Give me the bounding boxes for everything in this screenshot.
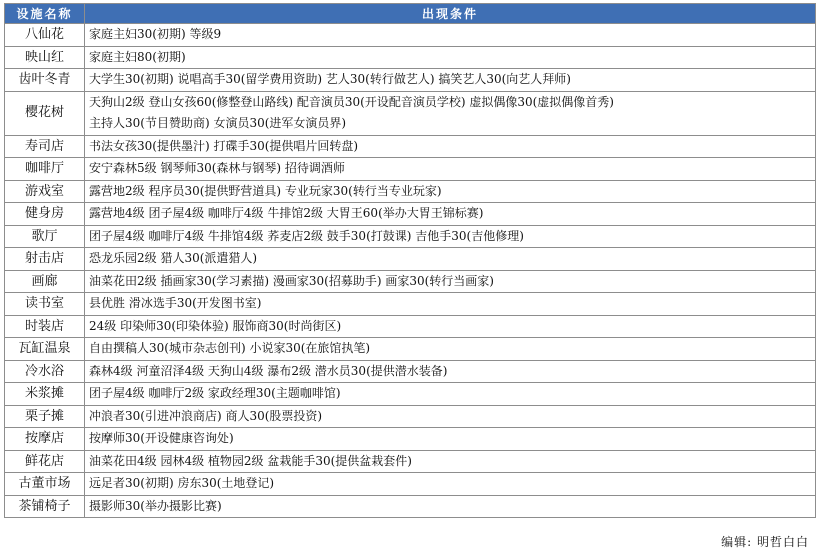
table-row xyxy=(5,405,816,428)
table-row xyxy=(5,91,816,135)
unlock-condition xyxy=(85,46,816,69)
unlock-condition xyxy=(85,135,816,158)
condition-line: 大学生30(初期) 说唱高手30(留学费用资助) 艺人30(转行做艺人) 搞笑艺人30(向艺人拜师) xyxy=(89,72,571,86)
unlock-condition xyxy=(85,69,816,92)
unlock-condition xyxy=(85,248,816,271)
table-row xyxy=(5,360,816,383)
unlock-condition xyxy=(85,91,816,135)
unlock-condition xyxy=(85,450,816,473)
table-row xyxy=(5,158,816,181)
facility-name: 米浆摊 xyxy=(5,383,85,406)
facility-name: 按摩店 xyxy=(5,428,85,451)
facility-name: 樱花树 xyxy=(5,91,85,135)
condition-line: 露营地2级 程序员30(提供野营道具) 专业玩家30(转行当专业玩家) xyxy=(89,183,442,198)
table-row xyxy=(5,180,816,203)
condition-line: 露营地4级 团子屋4级 咖啡厅4级 牛排馆2级 大胃王60(举办大胃王锦标赛) xyxy=(89,206,484,220)
table-row xyxy=(5,69,816,92)
unlock-condition xyxy=(85,180,816,203)
unlock-condition xyxy=(85,315,816,338)
facility-name: 读书室 xyxy=(5,293,85,316)
unlock-condition xyxy=(85,270,816,293)
facility-name: 八仙花 xyxy=(5,24,85,47)
condition-line: 主持人30(节目赞助商) 女演员30(进军女演员界) xyxy=(89,116,347,130)
condition-line: 家庭主妇80(初期) xyxy=(89,49,186,64)
table-row xyxy=(5,293,816,316)
condition-line: 恐龙乐园2级 猎人30(派遣猎人) xyxy=(89,251,258,265)
condition-line: 远足者30(初期) 房东30(土地登记) xyxy=(89,476,275,490)
table-row xyxy=(5,473,816,496)
facility-table xyxy=(4,3,816,518)
table-row xyxy=(5,338,816,361)
unlock-condition xyxy=(85,405,816,428)
condition-line: 团子屋4级 咖啡厅4级 牛排馆4级 荞麦店2级 鼓手30(打鼓课) 吉他手30(吉他修理) xyxy=(89,228,524,243)
editor-credit: 编辑: 明哲白白 xyxy=(721,535,809,549)
condition-line: 24级 印染师30(印染体验) 服饰商30(时尚街区) xyxy=(89,318,342,333)
table-row xyxy=(5,225,816,248)
facility-name: 栗子摊 xyxy=(5,405,85,428)
condition-line: 家庭主妇30(初期) 等级9 xyxy=(89,27,222,41)
table-row xyxy=(5,24,816,47)
condition-line: 冲浪者30(引进冲浪商店) 商人30(股票投资) xyxy=(89,408,323,423)
table-row xyxy=(5,495,816,518)
facility-name: 歌厅 xyxy=(5,225,85,248)
unlock-condition xyxy=(85,158,816,181)
facility-name: 鲜花店 xyxy=(5,450,85,473)
condition-line: 团子屋4级 咖啡厅2级 家政经理30(主题咖啡馆) xyxy=(89,386,341,400)
unlock-condition xyxy=(85,203,816,226)
facility-name: 射击店 xyxy=(5,248,85,271)
table-row xyxy=(5,270,816,293)
facility-name: 齿叶冬青 xyxy=(5,69,85,92)
facility-name: 游戏室 xyxy=(5,180,85,203)
unlock-condition xyxy=(85,24,816,47)
table-body xyxy=(5,24,816,518)
condition-line: 安宁森林5级 钢琴师30(森林与钢琴) 招待调酒师 xyxy=(89,161,345,175)
facility-name: 寿司店 xyxy=(5,135,85,158)
unlock-condition xyxy=(85,293,816,316)
facility-name: 映山红 xyxy=(5,46,85,69)
unlock-condition xyxy=(85,495,816,518)
table-row xyxy=(5,428,816,451)
table-row xyxy=(5,315,816,338)
condition-line: 天狗山2级 登山女孩60(修整登山路线) 配音演员30(开设配音演员学校) 虚拟偶像30(虚拟偶像首秀) xyxy=(89,94,614,109)
unlock-condition xyxy=(85,360,816,383)
condition-line: 按摩师30(开设健康咨询处) xyxy=(89,431,234,445)
facility-name: 健身房 xyxy=(5,203,85,226)
unlock-condition xyxy=(85,225,816,248)
unlock-condition xyxy=(85,428,816,451)
table-row xyxy=(5,46,816,69)
table-row xyxy=(5,135,816,158)
table-row xyxy=(5,450,816,473)
facility-name: 画廊 xyxy=(5,270,85,293)
unlock-condition xyxy=(85,338,816,361)
facility-name: 咖啡厅 xyxy=(5,158,85,181)
table-row xyxy=(5,203,816,226)
table-row xyxy=(5,383,816,406)
facility-name: 冷水浴 xyxy=(5,360,85,383)
condition-line: 油菜花田4级 园林4级 植物园2级 盆栽能手30(提供盆栽套件) xyxy=(89,453,412,468)
facility-name: 茶铺椅子 xyxy=(5,495,85,518)
condition-line: 油菜花田2级 插画家30(学习素描) 漫画家30(招募助手) 画家30(转行当画家) xyxy=(89,273,494,288)
condition-line: 森林4级 河童沼泽4级 天狗山4级 瀑布2级 潜水员30(提供潜水装备) xyxy=(89,363,448,378)
condition-line: 自由撰稿人30(城市杂志创刊) 小说家30(在旅馆执笔) xyxy=(89,341,371,355)
condition-line: 书法女孩30(提供墨汁) 打碟手30(提供唱片回转盘) xyxy=(89,138,359,153)
condition-line: 摄影师30(举办摄影比赛) xyxy=(89,498,222,513)
table-row xyxy=(5,248,816,271)
condition-line: 县优胜 滑冰选手30(开发图书室) xyxy=(89,296,262,310)
header-condition: 出现条件 xyxy=(85,4,816,24)
table-header-row xyxy=(5,4,816,24)
unlock-condition xyxy=(85,473,816,496)
facility-name: 时装店 xyxy=(5,315,85,338)
facility-name: 瓦缸温泉 xyxy=(5,338,85,361)
unlock-condition xyxy=(85,383,816,406)
facility-name: 古董市场 xyxy=(5,473,85,496)
header-facility-name: 设施名称 xyxy=(5,4,85,24)
